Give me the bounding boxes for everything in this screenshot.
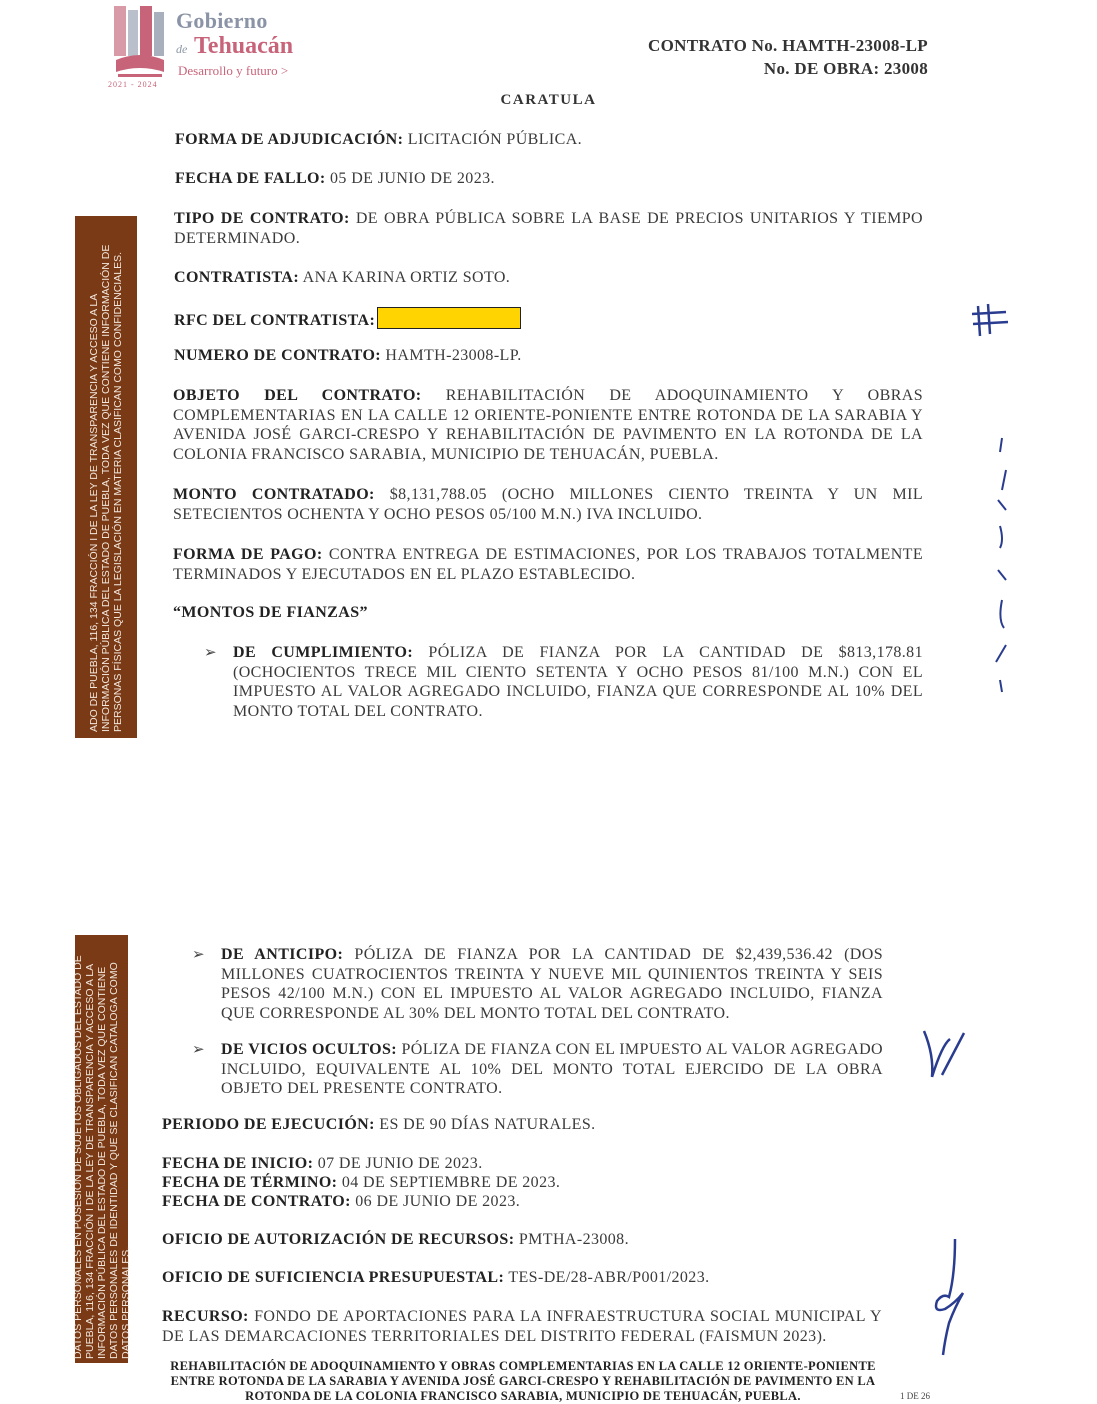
field-value: FONDO DE APORTACIONES PARA LA INFRAESTRUCTURA SOCIAL MUNICIPAL Y DE LAS DEMARCACIONES TERRITORIALES DEL DISTRITO FEDERAL (FAISMUN 2023). <box>162 1308 882 1345</box>
field-value: HAMTH-23008-LP. <box>385 347 522 364</box>
field-label: TIPO DE CONTRATO: <box>174 210 350 227</box>
field-anticipo <box>221 945 883 1023</box>
margin-signature-icon <box>925 1235 975 1360</box>
field-label: FECHA DE INICIO: <box>162 1155 314 1172</box>
field-monto <box>173 485 923 524</box>
field-label: OFICIO DE AUTORIZACIÓN DE RECURSOS: <box>162 1231 515 1248</box>
field-label: RFC DEL CONTRATISTA: <box>174 312 376 329</box>
field-value: CONTRA ENTREGA DE ESTIMACIONES, POR LOS TRABAJOS TOTALMENTE TERMINADOS Y EJECUTADOS EN EL PLAZO ESTABLECIDO. <box>173 546 923 583</box>
field-recurso <box>162 1307 882 1346</box>
footer-line: ENTRE ROTONDA DE LA SARABIA Y AVENIDA JOSÉ GARCI-CRESPO Y REHABILITACIÓN DE PAVIMENTO EN LA <box>170 1374 876 1388</box>
field-value: ES DE 90 DÍAS NATURALES. <box>379 1116 596 1133</box>
field-label: FORMA DE ADJUDICACIÓN: <box>175 131 404 148</box>
field-value: PÓLIZA DE FIANZA POR LA CANTIDAD DE $813,178.81 (OCHOCIENTOS TRECE MIL CIENTO SETENTA Y OCHO PESOS 81/100 M.N.) CON EL IMPUESTO AL VALOR AGREGADO INCLUIDO, FIANZA QUE CORRESPONDE AL 10% DEL MONTO TOTAL DEL CONTRATO. <box>233 644 923 720</box>
field-label: FECHA DE FALLO: <box>175 170 326 187</box>
logo-gobierno: Gobierno <box>176 8 268 33</box>
confidentiality-stamp <box>71 935 132 1363</box>
field-objeto <box>173 386 923 464</box>
field-fecha-termino <box>162 1173 882 1193</box>
field-fecha-contrato <box>162 1192 882 1212</box>
field-label: DE ANTICIPO: <box>221 946 344 963</box>
field-cumplimiento <box>233 643 923 721</box>
bullet-arrow-icon: ➢ <box>192 947 205 963</box>
field-value: 07 DE JUNIO DE 2023. <box>317 1155 483 1172</box>
government-logo <box>108 4 348 90</box>
field-tipo-contrato <box>174 209 923 248</box>
field-fecha-fallo <box>175 169 925 189</box>
work-number-header: No. DE OBRA: 23008 <box>763 59 928 78</box>
page-number: 1 DE 26 <box>900 1391 930 1401</box>
field-value: TES-DE/28-ABR/P001/2023. <box>508 1269 710 1286</box>
footer-line: REHABILITACIÓN DE ADOQUINAMIENTO Y OBRAS COMPLEMENTARIAS EN LA CALLE 12 ORIENTE-PONIENTE <box>170 1359 876 1373</box>
field-label: CONTRATISTA: <box>174 269 300 286</box>
confidentiality-stamp <box>75 216 137 738</box>
field-label: FORMA DE PAGO: <box>173 546 323 563</box>
field-value: PMTHA-23008. <box>518 1231 629 1248</box>
field-value: 05 DE JUNIO DE 2023. <box>330 170 495 187</box>
field-label: DE CUMPLIMIENTO: <box>233 644 414 661</box>
field-numero-contrato <box>174 346 924 366</box>
field-label: PERIODO DE EJECUCIÓN: <box>162 1116 375 1133</box>
montos-fianzas-heading: “MONTOS DE FIANZAS” <box>173 604 368 621</box>
logo-tagline: Desarrollo y futuro > <box>178 63 289 78</box>
field-label: NUMERO DE CONTRATO: <box>174 347 382 364</box>
field-forma-adjudicacion <box>175 130 925 150</box>
field-fecha-inicio <box>162 1154 882 1174</box>
field-label: DE VICIOS OCULTOS: <box>221 1041 397 1058</box>
field-value: PÓLIZA DE FIANZA CON EL IMPUESTO AL VALOR AGREGADO INCLUIDO, EQUIVALENTE AL 10% DEL MONTO TOTAL EJERCIDO DE LA OBRA OBJETO DEL PRESENTE CONTRATO. <box>221 1041 884 1097</box>
margin-signature-icon <box>980 430 1020 700</box>
field-oficio-autorizacion <box>162 1230 882 1250</box>
field-label: FECHA DE CONTRATO: <box>162 1193 351 1210</box>
field-rfc <box>174 307 924 331</box>
field-value: DE OBRA PÚBLICA SOBRE LA BASE DE PRECIOS UNITARIOS Y TIEMPO DETERMINADO. <box>174 210 923 247</box>
initials-mark-icon <box>920 1025 970 1085</box>
logo-de: de <box>176 42 188 56</box>
field-periodo <box>162 1115 882 1135</box>
field-vicios-ocultos <box>221 1040 883 1099</box>
field-value: ANA KARINA ORTIZ SOTO. <box>302 269 511 286</box>
field-value: REHABILITACIÓN DE ADOQUINAMIENTO Y OBRAS COMPLEMENTARIAS EN LA CALLE 12 ORIENTE-PONIENTE ENTRE ROTONDA DE LA SARABIA Y AVENIDA JOSÉ GARCI-CRESPO Y REHABILITACIÓN DE PAVIMENTO EN LA ROTONDA DE LA COLONIA FRANCISCO SARABIA, MUNICIPIO DE TEHUACÁN, PUEBLA. <box>173 387 924 463</box>
redacted-rfc-box <box>377 307 521 329</box>
field-value: 04 DE SEPTIEMBRE DE 2023. <box>341 1174 561 1191</box>
field-value: 06 DE JUNIO DE 2023. <box>355 1193 521 1210</box>
field-forma-pago <box>173 545 923 584</box>
field-value: $8,131,788.05 (OCHO MILLONES CIENTO TREINTA Y UN MIL SETECIENTOS OCHENTA Y OCHO PESOS 05/100 M.N.) IVA INCLUIDO. <box>173 486 924 523</box>
field-label: RECURSO: <box>162 1308 249 1325</box>
initials-mark-icon <box>970 300 1010 340</box>
field-label: FECHA DE TÉRMINO: <box>162 1174 338 1191</box>
field-label: OBJETO DEL CONTRATO: <box>173 387 422 404</box>
field-value: PÓLIZA DE FIANZA POR LA CANTIDAD DE $2,439,536.42 (DOS MILLONES CUATROCIENTOS TREINTA Y NUEVE MIL QUINIENTOS TREINTA Y SEIS PESOS 42/100 M.N.) CON EL IMPUESTO AL VALOR AGREGADO INCLUIDO, FIANZA QUE CORRESPONDE AL 30% DEL MONTO TOTAL DEL CONTRATO. <box>221 946 883 1022</box>
logo-years: 2021 - 2024 <box>108 80 158 89</box>
tehuacan-emblem-icon <box>110 4 170 80</box>
bullet-arrow-icon: ➢ <box>192 1042 205 1058</box>
bullet-arrow-icon: ➢ <box>204 645 217 661</box>
logo-tehuacan: Tehuacán <box>194 33 294 59</box>
stamp-text: ADO DE PUEBLA, 116, 134 FRACCIÓN I DE LA LEY DE TRANSPARENCIA Y ACCESO A LA INFORMACIÓN PÚBLICA DEL ESTADO DE PUEBLA, TODA VEZ QUE CONTIENE INFORMACIÓN DE PERSONAS FÍSICAS QUE LA LEGISLACIÓN EN MATERIA CLASIFICAN COMO CONFIDENCIALES. <box>88 244 124 732</box>
stamp-text: DATOS PERSONALES EN POSESIÓN DE SUJETOS OBLIGADOS DEL ESTADO DE PUEBLA, 116, 134 FRACCIÓN I DE LA LEY DE TRANSPARENCIA Y ACCESO A LA INFORMACIÓN PÚBLICA DEL ESTADO DE PUEBLA, TODA VEZ QUE CONTIENE DATOS PERSONALES DE IDENTIDAD Y QUE SE CLASIFICAN CATALOGA COMO DATOS PERSONALES. <box>71 955 132 1359</box>
contract-number-header: CONTRATO No. HAMTH-23008-LP <box>648 36 928 55</box>
field-oficio-suficiencia <box>162 1268 882 1288</box>
field-label: OFICIO DE SUFICIENCIA PRESUPUESTAL: <box>162 1269 505 1286</box>
page-title: CARATULA <box>500 92 597 108</box>
page-footer <box>0 1359 1046 1404</box>
field-contratista <box>174 268 924 288</box>
field-value: LICITACIÓN PÚBLICA. <box>407 131 583 148</box>
field-label: MONTO CONTRATADO: <box>173 486 375 503</box>
footer-line: ROTONDA DE LA COLONIA FRANCISCO SARABIA, MUNICIPIO DE TEHUACÁN, PUEBLA. <box>245 1389 801 1403</box>
